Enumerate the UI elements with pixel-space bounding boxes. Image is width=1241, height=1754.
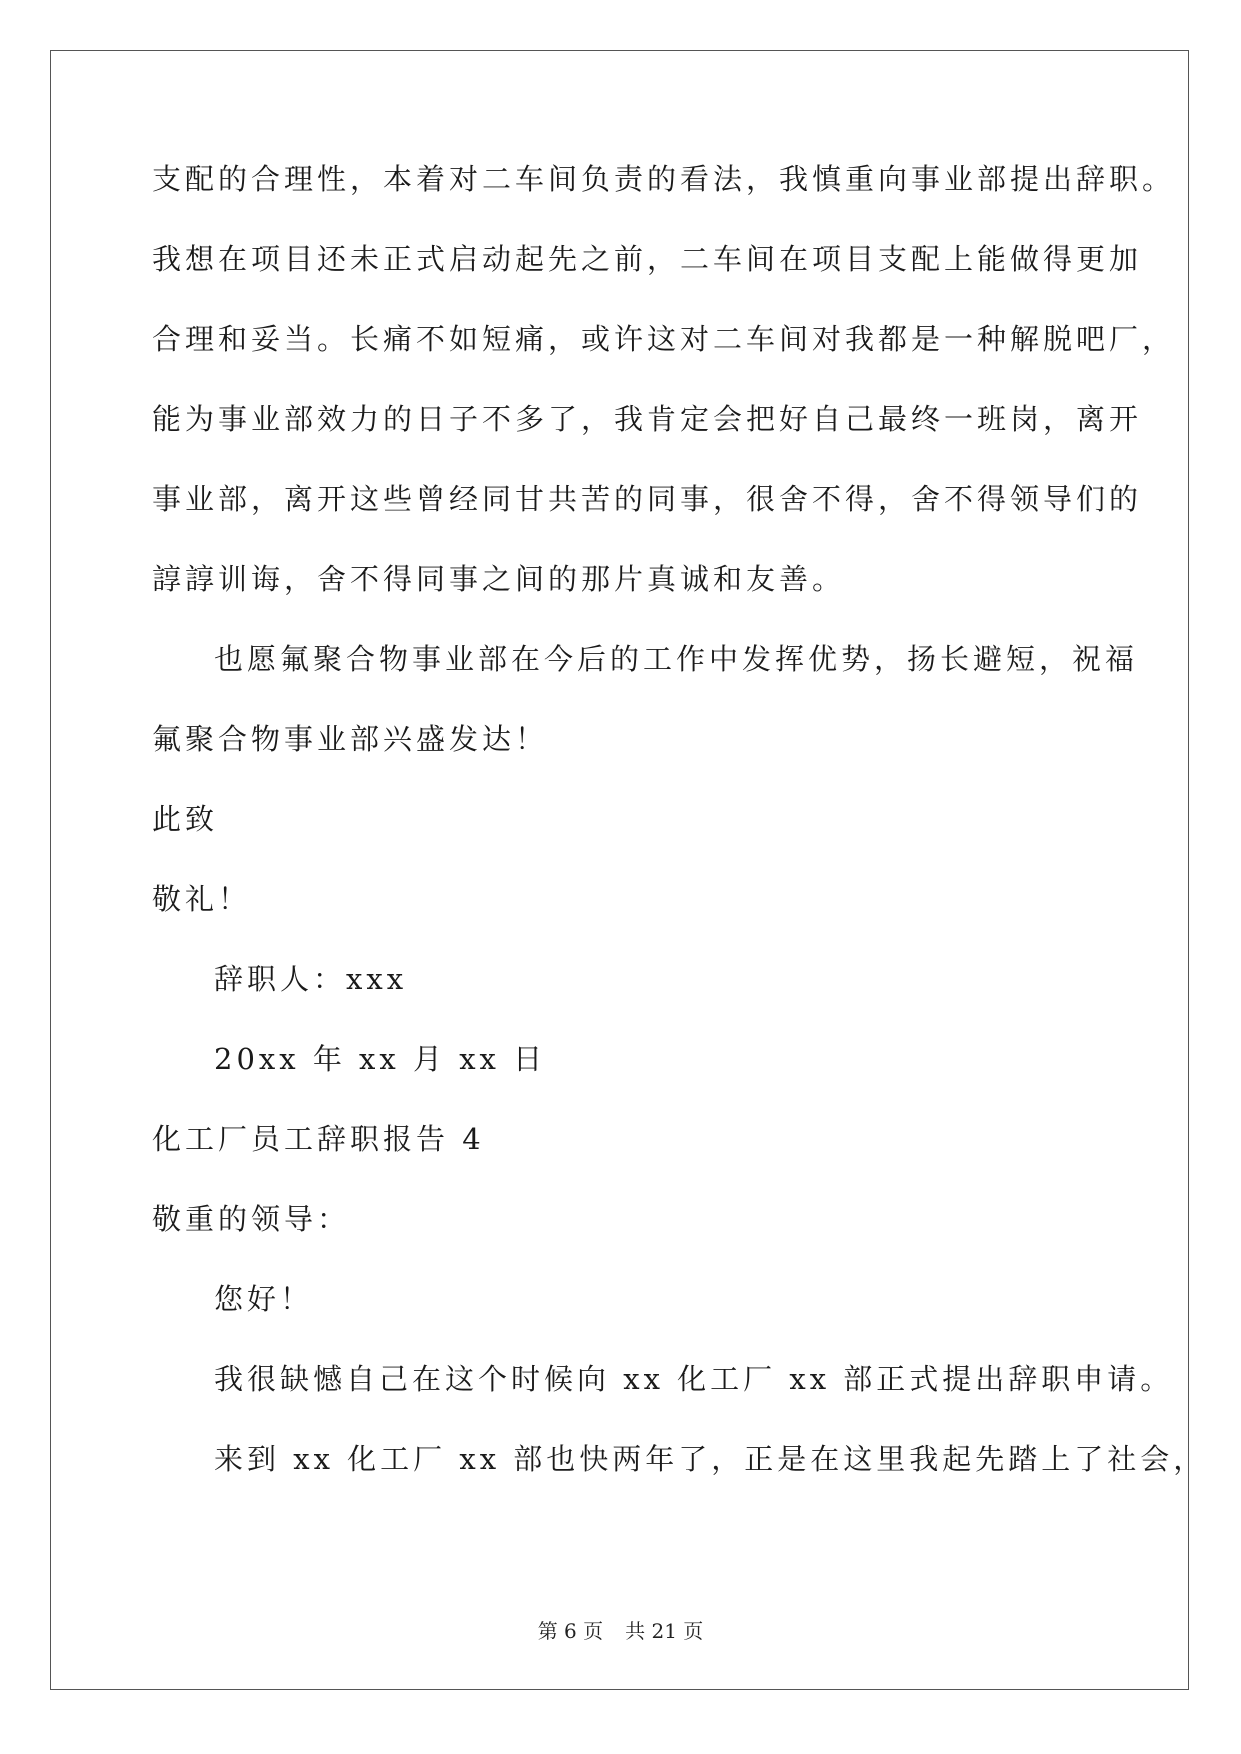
body-line-17: 来到 xx 化工厂 xx 部也快两年了，正是在这里我起先踏上了社会， (214, 1442, 1207, 1476)
body-line-2: 我想在项目还未正式启动起先之前，二车间在项目支配上能做得更加 (152, 242, 1143, 276)
body-line-8: 氟聚合物事业部兴盛发达！ (152, 722, 549, 756)
page-total: 共 21 页 (625, 1619, 704, 1643)
closing-salutation: 此致 (152, 802, 219, 836)
body-line-4: 能为事业部效力的日子不多了，我肯定会把好自己最终一班岗，离开 (152, 402, 1143, 436)
section-heading: 化工厂员工辞职报告 4 (152, 1122, 485, 1156)
body-line-3: 合理和妥当。长痛不如短痛，或许这对二车间对我都是一种解脱吧厂， (152, 322, 1176, 356)
page-footer (0, 1615, 1241, 1644)
greeting-hello: 您好！ (214, 1282, 314, 1316)
body-line-6: 諄諄训诲，舍不得同事之间的那片真诚和友善。 (152, 562, 846, 596)
closing-regards: 敬礼！ (152, 882, 252, 916)
body-line-5: 事业部，离开这些曾经同甘共苦的同事，很舍不得，舍不得领导们的 (152, 482, 1143, 516)
date-line: 20xx 年 xx 月 xx 日 (214, 1042, 547, 1076)
signature-line: 辞职人：xxx (214, 962, 408, 996)
body-line-1: 支配的合理性，本着对二车间负责的看法，我慎重向事业部提出辞职。 (152, 162, 1176, 196)
body-line-7: 也愿氟聚合物事业部在今后的工作中发挥优势，扬长避短，祝福 (214, 642, 1139, 676)
greeting-line: 敬重的领导： (152, 1202, 351, 1236)
body-line-16: 我很缺憾自己在这个时候向 xx 化工厂 xx 部正式提出辞职申请。 (214, 1362, 1174, 1396)
page-number: 第 6 页 (537, 1619, 604, 1643)
